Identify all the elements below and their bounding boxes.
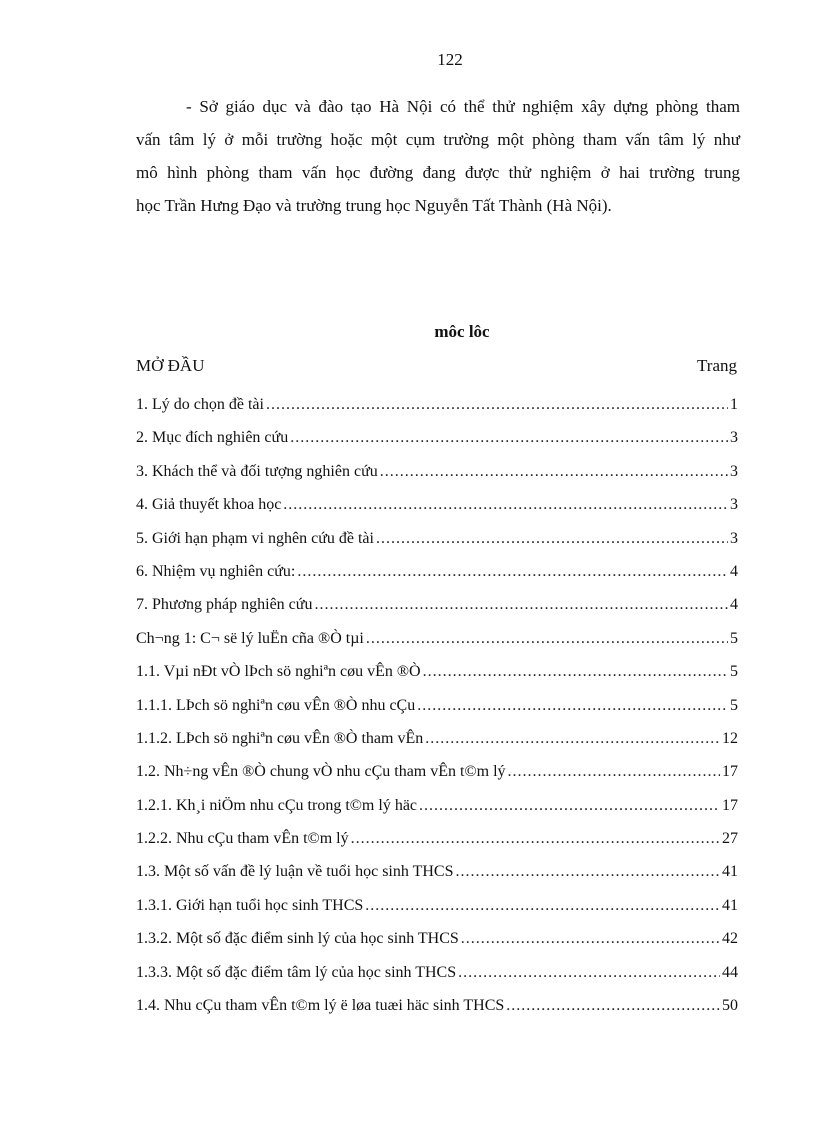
toc-page-column-label: Trang [697, 356, 737, 375]
toc-entry-title: 1.3. Một số vấn đề lý luận về tuổi học sinh THCS [136, 863, 454, 881]
toc-entry [136, 530, 738, 563]
toc-entry-page: 3 [730, 429, 738, 447]
toc-entry [136, 429, 738, 462]
toc-header [136, 356, 737, 376]
paragraph-line: học Trần Hưng Đạo và trường trung học Nguyễn Tất Thành (Hà Nội). [136, 196, 612, 215]
toc-entry-page: 17 [722, 763, 738, 781]
toc-dot-leader [419, 797, 720, 815]
toc-entry-title: 5. Giới hạn phạm vi nghên cứu đề tài [136, 529, 374, 547]
paragraph-line: mô hình phòng tham vấn học đường đang được thử nghiệm ở hai trường trung [136, 163, 740, 182]
toc-entry [136, 863, 738, 896]
page-number: 122 [437, 50, 463, 69]
toc-dot-leader [425, 730, 720, 748]
toc-entry [136, 630, 738, 663]
toc-dot-leader [366, 630, 728, 648]
toc-entry [136, 563, 738, 596]
toc-entry-title: 2. Mục đích nghiên cứu [136, 429, 289, 447]
toc-entry [136, 897, 738, 930]
toc-entry-page: 5 [730, 629, 738, 647]
toc-entry [136, 797, 738, 830]
toc-entry [136, 830, 738, 863]
toc-entry-page: 1 [730, 396, 738, 413]
toc-dot-leader [458, 964, 720, 982]
paragraph-line: - Sở giáo dục và đào tạo Hà Nội có thể thử nghiệm xây dựng phòng tham [186, 97, 740, 116]
toc-entry-title: 1.4. Nhu cÇu tham vÊn t©m lý ë løa tuæi häc sinh THCS [136, 997, 505, 1015]
toc-entry-title: Ch¬ng 1: C¬ së lý luËn cña ®Ò tµi [136, 629, 364, 647]
toc-entry-title: 1.1.1. LÞch sö nghiªn cøu vÊn ®Ò nhu cÇu [136, 696, 416, 714]
toc-entry-page: 27 [722, 830, 738, 848]
toc-dot-leader [376, 530, 728, 548]
toc-dot-leader [380, 463, 728, 481]
toc-dot-leader [351, 830, 720, 848]
toc-entry-page: 50 [722, 997, 738, 1015]
toc-entry-title: 4. Giả thuyết khoa học [136, 496, 282, 514]
toc-entry [136, 730, 738, 763]
toc-entry-page: 4 [730, 562, 738, 580]
toc-dot-leader [508, 763, 720, 781]
toc-entry-page: 3 [730, 496, 738, 514]
toc-dot-leader [283, 496, 728, 514]
toc-dot-leader [290, 429, 728, 447]
toc-dot-leader [423, 663, 728, 681]
toc-list [136, 396, 738, 1030]
toc-title: môc lôc [434, 322, 490, 341]
toc-entry-page: 41 [722, 863, 738, 881]
toc-entry-page: 17 [722, 796, 738, 814]
toc-entry-title: 1.1. Vµi nÐt vÒ lÞch sö nghiªn cøu vÊn ®Ò [136, 663, 421, 681]
toc-dot-leader [314, 596, 728, 614]
toc-intro-label: MỞ ĐẦU [136, 356, 205, 375]
toc-entry [136, 997, 738, 1030]
toc-entry-page: 5 [730, 696, 738, 714]
toc-entry-title: 1. Lý do chọn đề tài [136, 396, 264, 413]
toc-entry-title: 1.3.1. Giới hạn tuổi học sinh THCS [136, 896, 364, 914]
toc-entry [136, 596, 738, 629]
toc-entry-title: 1.3.2. Một số đặc điểm sinh lý của học sinh THCS [136, 930, 459, 948]
toc-dot-leader [297, 563, 728, 581]
toc-entry [136, 663, 738, 696]
toc-entry-page: 4 [730, 596, 738, 614]
toc-entry-title: 1.2.1. Kh¸i niÖm nhu cÇu trong t©m lý häc [136, 796, 418, 814]
toc-entry-title: 1.3.3. Một số đặc điểm tâm lý của học sinh THCS [136, 963, 457, 981]
toc-dot-leader [365, 897, 720, 915]
toc-entry-page: 44 [722, 963, 738, 981]
toc-entry [136, 396, 738, 429]
toc-entry-title: 1.1.2. LÞch sö nghiªn cøu vÊn ®Ò tham vÊn [136, 729, 424, 747]
toc-entry [136, 697, 738, 730]
toc-entry-page: 5 [730, 663, 738, 681]
toc-entry-title: 6. Nhiệm vụ nghiên cứu: [136, 562, 296, 580]
toc-entry-title: 1.2.2. Nhu cÇu tham vÊn t©m lý [136, 830, 349, 848]
toc-dot-leader [455, 863, 720, 881]
toc-entry-title: 3. Khách thể và đối tượng nghiên cứu [136, 462, 378, 480]
toc-dot-leader [461, 930, 720, 948]
toc-dot-leader [417, 697, 728, 715]
toc-entry [136, 930, 738, 963]
toc-entry [136, 763, 738, 796]
recommendation-paragraph [136, 90, 740, 222]
toc-entry-page: 41 [722, 896, 738, 914]
toc-entry [136, 964, 738, 997]
toc-entry-title: 1.2. Nh÷ng vÊn ®Ò chung vÒ nhu cÇu tham vÊn t©m lý [136, 763, 506, 781]
toc-entry [136, 496, 738, 529]
toc-entry-page: 3 [730, 529, 738, 547]
toc-dot-leader [506, 997, 720, 1015]
toc-entry [136, 463, 738, 496]
toc-entry-page: 3 [730, 462, 738, 480]
toc-dot-leader [266, 396, 728, 414]
toc-entry-page: 12 [722, 729, 738, 747]
paragraph-line: vấn tâm lý ở mỗi trường hoặc một cụm trường một phòng tham vấn tâm lý như [136, 130, 740, 149]
toc-entry-title: 7. Phương pháp nghiên cứu [136, 596, 313, 614]
toc-entry-page: 42 [722, 930, 738, 948]
